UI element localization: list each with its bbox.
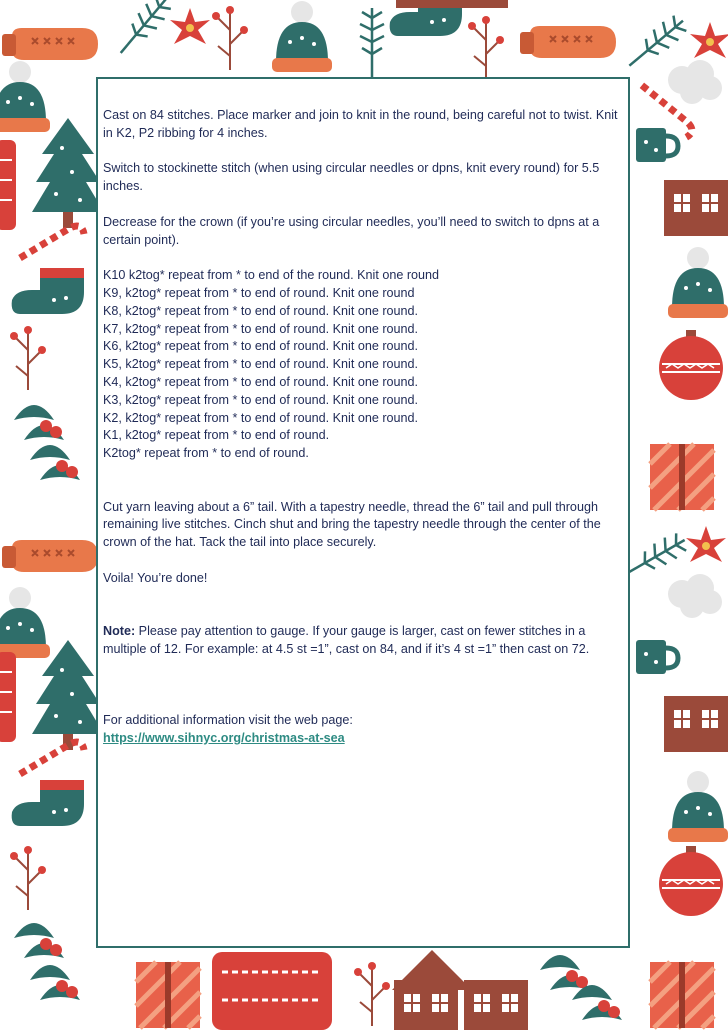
info-text: For additional information visit the web page: bbox=[103, 713, 353, 728]
decrease-row: K5, k2tog* repeat from * to end of round. Knit one round. bbox=[103, 357, 419, 372]
decrease-row: K3, k2tog* repeat from * to end of round. Knit one round. bbox=[103, 392, 419, 407]
stockinette-paragraph: Switch to stockinette stitch (when using circular needles or dpns, knit every round) for 5.5 inches. bbox=[103, 161, 600, 194]
decrease-row: K8, k2tog* repeat from * to end of round. Knit one round. bbox=[103, 303, 419, 318]
decrease-row: K2tog* repeat from * to end of round. bbox=[103, 446, 309, 461]
decrease-row: K7, k2tog* repeat from * to end of round. Knit one round. bbox=[103, 321, 419, 336]
note-paragraph bbox=[103, 623, 625, 659]
finish-paragraph: Cut yarn leaving about a 6” tail. With a tapestry needle, thread the 6” tail and pull through remaining live stitches. Cinch shut and bring the tapestry needle through the center of the crown of the hat. Tack the tail into place securely. bbox=[103, 499, 601, 550]
decrease-rows-list bbox=[103, 267, 625, 463]
decrease-row: K2, k2tog* repeat from * to end of round. Knit one round. bbox=[103, 410, 419, 425]
pattern-instructions bbox=[103, 107, 625, 748]
note-text: Please pay attention to gauge. If your gauge is larger, cast on fewer stitches in a multiple of 12. For example: at 4.5 st =1”, cast on 84, and if it’s 4 st =1” then cast on 72. bbox=[103, 624, 590, 656]
decrease-row: K4, k2tog* repeat from * to end of round. Knit one round. bbox=[103, 374, 419, 389]
decrease-row: K10 k2tog* repeat from * to end of the round. Knit one round bbox=[103, 268, 440, 283]
note-label: Note: bbox=[103, 624, 136, 639]
cast-on-paragraph: Cast on 84 stitches. Place marker and join to knit in the round, being careful not to twist. Knit in K2, P2 ribbing for 4 inches. bbox=[103, 108, 618, 140]
decrease-row: K9, k2tog* repeat from * to end of round. Knit one round bbox=[103, 285, 415, 300]
voila-text: Voila! You’re done! bbox=[103, 570, 208, 585]
decrease-row: K6, k2tog* repeat from * to end of round. Knit one round. bbox=[103, 339, 419, 354]
web-page-link[interactable]: https://www.sihnyc.org/christmas-at-sea bbox=[103, 730, 345, 745]
decrease-paragraph: Decrease for the crown (if you’re using circular needles, you’ll need to switch to dpns at a certain point). bbox=[103, 214, 600, 247]
decrease-row: K1, k2tog* repeat from * to end of round. bbox=[103, 428, 330, 443]
